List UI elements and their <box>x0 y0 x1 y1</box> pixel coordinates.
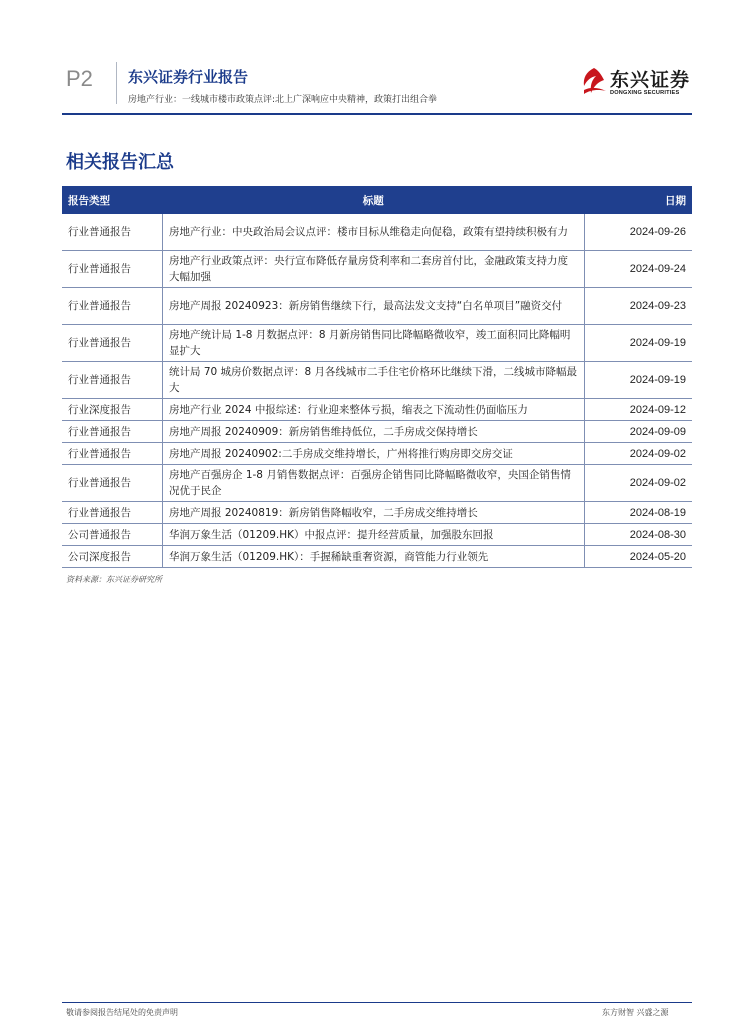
report-date: 2024-08-19 <box>584 502 692 524</box>
report-title: 房地产行业 2024 中报综述：行业迎来整体亏损，缩表之下流动性仍面临压力 <box>163 399 585 421</box>
report-type: 行业普通报告 <box>62 465 163 502</box>
report-date: 2024-09-19 <box>584 362 692 399</box>
report-date: 2024-09-24 <box>584 251 692 288</box>
report-date: 2024-09-12 <box>584 399 692 421</box>
table-header-row <box>62 186 692 214</box>
source-note: 资料来源：东兴证券研究所 <box>66 575 162 584</box>
footer-slogan: 东方财智 兴盛之源 <box>602 1008 669 1017</box>
report-type: 行业普通报告 <box>62 502 163 524</box>
report-title: 统计局 70 城房价数据点评：8 月各线城市二手住宅价格环比继续下滑，二线城市降幅最大 <box>163 362 585 399</box>
page-number: P2 <box>66 66 93 91</box>
logo-subtext: DONGXING SECURITIES <box>610 90 680 96</box>
report-date: 2024-09-09 <box>584 421 692 443</box>
related-reports-table <box>62 186 692 568</box>
report-type: 行业普通报告 <box>62 362 163 399</box>
report-type: 行业普通报告 <box>62 325 163 362</box>
report-title: 房地产周报 20240819：新房销售降幅收窄，二手房成交维持增长 <box>163 502 585 524</box>
report-type: 行业普通报告 <box>62 251 163 288</box>
footer-rule <box>62 1002 692 1003</box>
report-date: 2024-08-30 <box>584 524 692 546</box>
header-separator <box>116 62 117 104</box>
table-row <box>62 214 692 251</box>
page-header <box>0 0 755 120</box>
table-row <box>62 502 692 524</box>
report-type: 行业普通报告 <box>62 214 163 251</box>
footer-disclaimer: 敬请参阅报告结尾处的免责声明 <box>66 1008 178 1017</box>
table-row <box>62 546 692 568</box>
header-date: 日期 <box>584 186 692 214</box>
report-title: 房地产统计局 1-8 月数据点评：8 月新房销售同比降幅略微收窄，竣工面积同比降幅明显扩大 <box>163 325 585 362</box>
section-title: 相关报告汇总 <box>66 152 174 173</box>
report-title: 房地产行业：中央政治局会议点评：楼市目标从维稳走向促稳，政策有望持续积极有力 <box>163 214 585 251</box>
table-row <box>62 421 692 443</box>
header-rule <box>62 113 692 115</box>
report-type: 行业深度报告 <box>62 399 163 421</box>
company-logo <box>580 66 692 102</box>
table-row <box>62 325 692 362</box>
report-title: 华润万象生活（01209.HK）中报点评：提升经营质量，加强股东回报 <box>163 524 585 546</box>
table-row <box>62 399 692 421</box>
table-row <box>62 443 692 465</box>
report-title: 房地产周报 20240902:二手房成交维持增长，广州将推行购房即交房交证 <box>163 443 585 465</box>
report-date: 2024-09-19 <box>584 325 692 362</box>
report-series-title: 东兴证券行业报告 <box>128 68 249 86</box>
table-row <box>62 524 692 546</box>
report-date: 2024-05-20 <box>584 546 692 568</box>
report-title: 房地产百强房企 1-8 月销售数据点评：百强房企销售同比降幅略微收窄，央国企销售情况优于民企 <box>163 465 585 502</box>
report-type: 公司普通报告 <box>62 524 163 546</box>
header-type: 报告类型 <box>62 186 163 214</box>
logo-text: 东兴证券 <box>610 69 691 91</box>
report-date: 2024-09-23 <box>584 288 692 325</box>
table-row <box>62 251 692 288</box>
report-type: 行业普通报告 <box>62 443 163 465</box>
report-date: 2024-09-26 <box>584 214 692 251</box>
table-row <box>62 465 692 502</box>
report-title: 房地产周报 20240909：新房销售维持低位，二手房成交保持增长 <box>163 421 585 443</box>
report-title: 房地产周报 20240923：新房销售继续下行，最高法发文支持“白名单项目”融资交付 <box>163 288 585 325</box>
logo-emblem-icon <box>580 66 608 98</box>
report-type: 公司深度报告 <box>62 546 163 568</box>
header-title: 标题 <box>163 186 585 214</box>
report-title: 华润万象生活（01209.HK）：手握稀缺重奢资源，商管能力行业领先 <box>163 546 585 568</box>
report-title: 房地产行业政策点评：央行宣布降低存量房贷利率和二套房首付比，金融政策支持力度大幅加强 <box>163 251 585 288</box>
report-type: 行业普通报告 <box>62 421 163 443</box>
report-type: 行业普通报告 <box>62 288 163 325</box>
table-row <box>62 362 692 399</box>
report-date: 2024-09-02 <box>584 465 692 502</box>
table-row <box>62 288 692 325</box>
report-subtitle: 房地产行业：一线城市楼市政策点评:北上广深响应中央精神，政策打出组合拳 <box>128 95 438 105</box>
report-date: 2024-09-02 <box>584 443 692 465</box>
